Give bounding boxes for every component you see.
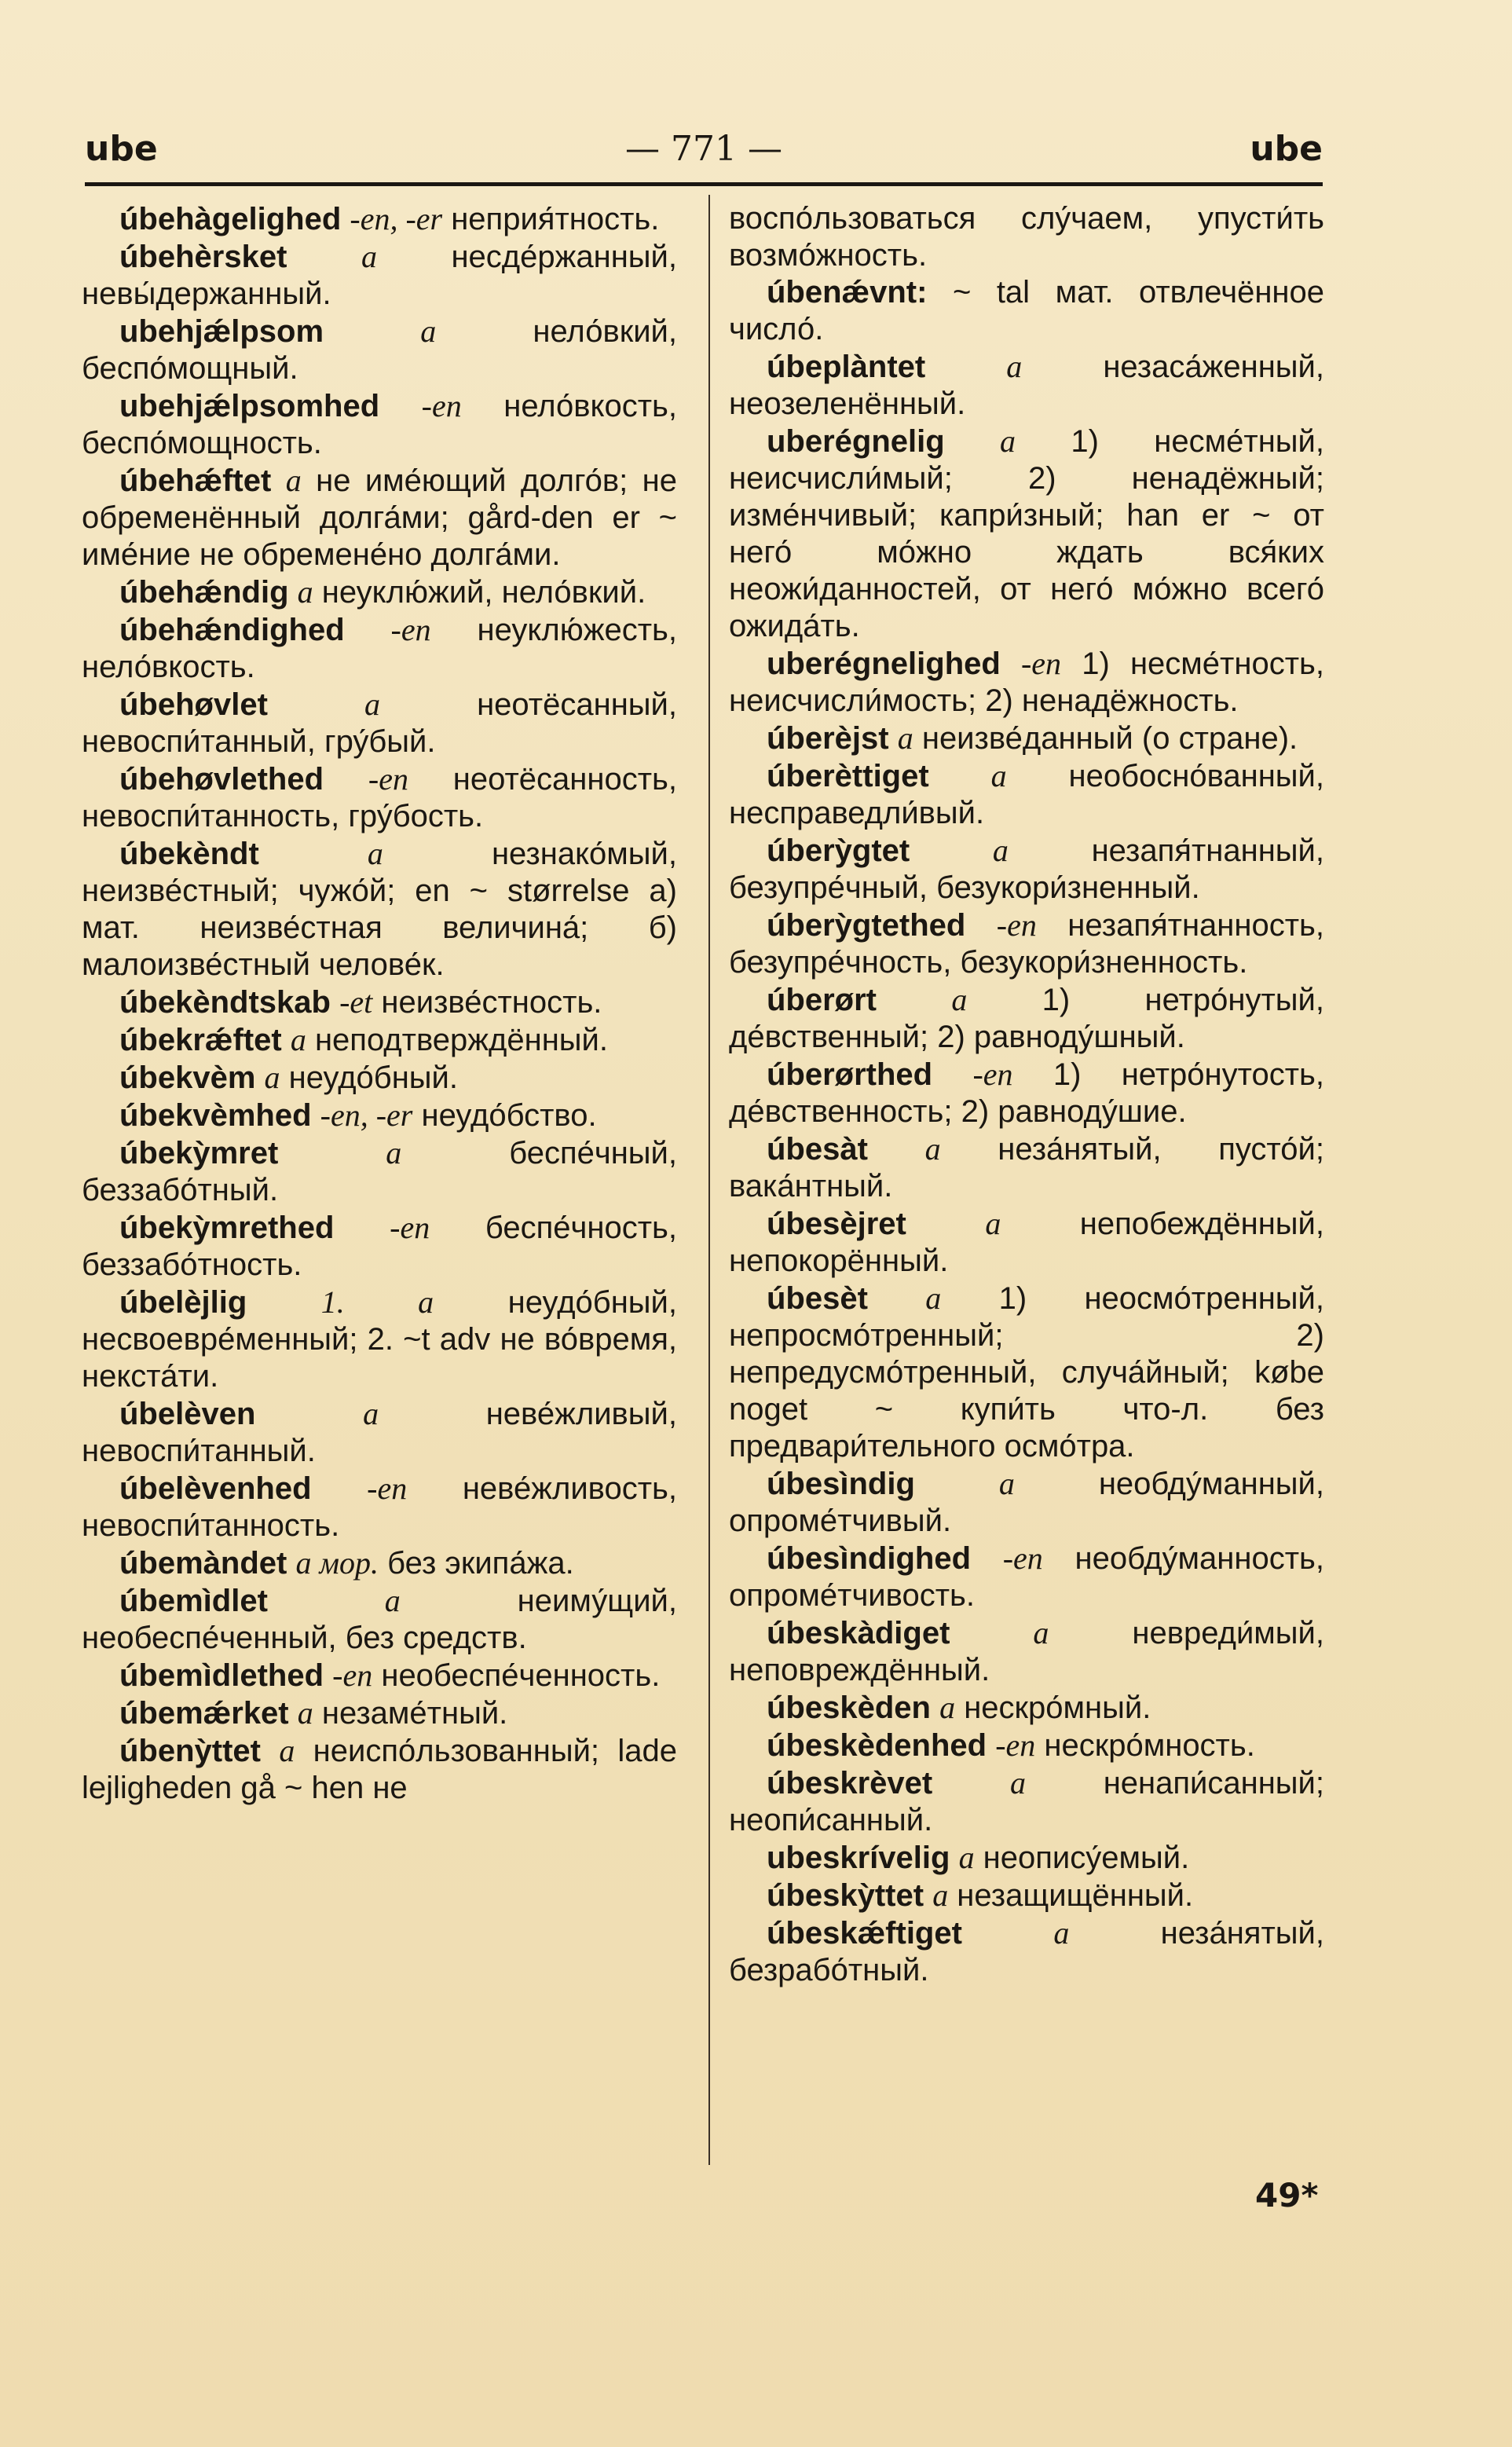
headword: uberégnelighed bbox=[767, 647, 1001, 681]
grammar-label: a bbox=[958, 1840, 975, 1875]
headword: úbekrǽftet bbox=[119, 1023, 282, 1057]
definition-text: неиму́щий, необеспе́ченный, без средств. bbox=[82, 1584, 677, 1655]
dictionary-entry bbox=[729, 274, 1324, 348]
dictionary-entry bbox=[729, 1914, 1324, 1989]
definition-text: неудо́бный. bbox=[280, 1060, 459, 1095]
definition-text: нескро́мность. bbox=[1035, 1728, 1255, 1763]
grammar-label: a bbox=[1006, 349, 1023, 384]
grammar-label: a bbox=[939, 1690, 956, 1725]
dictionary-entry bbox=[82, 984, 677, 1021]
dictionary-entry bbox=[729, 1205, 1324, 1280]
definition-text: беспе́чность, беззабо́тность. bbox=[82, 1211, 677, 1282]
definition-text: неиспо́льзованный; lade lejligheden gå ~ hen не bbox=[82, 1734, 677, 1805]
headword: úbesìndig bbox=[767, 1467, 915, 1501]
dictionary-entry bbox=[729, 1130, 1324, 1205]
headword: úbehǽndig bbox=[119, 575, 289, 610]
headword: úbemìdlethed bbox=[119, 1658, 324, 1693]
grammar-label: a bbox=[361, 239, 377, 274]
grammar-label: -en bbox=[972, 1057, 1013, 1092]
definition-text: незаса́женный, неозеленённый. bbox=[729, 350, 1324, 421]
grammar-label: a bbox=[924, 1131, 941, 1167]
grammar-label: a bbox=[1009, 1765, 1026, 1800]
dictionary-entry bbox=[729, 1465, 1324, 1540]
grammar-label: a bbox=[951, 982, 968, 1017]
definition-text: необеспе́ченность. bbox=[372, 1658, 661, 1693]
dictionary-entry bbox=[82, 573, 677, 611]
headword: úbekèndtskab bbox=[119, 985, 331, 1020]
grammar-label: -en bbox=[421, 388, 462, 423]
dictionary-entry bbox=[82, 1097, 677, 1134]
dictionary-entry bbox=[82, 1021, 677, 1059]
headword: úbesàt bbox=[767, 1132, 868, 1167]
headword: úbenỳttet bbox=[119, 1734, 261, 1768]
dictionary-entry bbox=[82, 1209, 677, 1284]
headword: úbelèven bbox=[119, 1397, 256, 1431]
right-column bbox=[729, 200, 1324, 1989]
dictionary-entry bbox=[82, 1470, 677, 1544]
dictionary-entry bbox=[729, 757, 1324, 832]
dictionary-entry bbox=[729, 1727, 1324, 1764]
dictionary-entry bbox=[729, 1280, 1324, 1465]
dictionary-entry bbox=[82, 1284, 677, 1395]
headword: úbelèjlig bbox=[119, 1285, 247, 1320]
definition-text: неотёсанный, невоспи́танный, гру́бый. bbox=[82, 687, 677, 759]
definition-text: необосно́ванный, несправедли́вый. bbox=[729, 759, 1324, 830]
headword: ubeskrívelig bbox=[767, 1841, 950, 1875]
grammar-label: a bbox=[1053, 1915, 1070, 1951]
dictionary-entry bbox=[729, 832, 1324, 907]
definition-text: неопису́емый. bbox=[974, 1841, 1190, 1875]
dictionary-entry bbox=[82, 835, 677, 984]
definition-text: нело́вкость, беспо́мощность. bbox=[82, 389, 677, 460]
headword: úbekvèmhed bbox=[119, 1098, 312, 1133]
grammar-label: 1. a bbox=[320, 1284, 434, 1320]
grammar-label: -en bbox=[1020, 646, 1062, 681]
headword: úbekvèm bbox=[119, 1060, 256, 1095]
definition-text: нело́вкий, беспо́мощный. bbox=[82, 314, 677, 386]
grammar-label: a bbox=[279, 1733, 295, 1768]
grammar-label: -en, -er bbox=[350, 201, 443, 236]
dictionary-entry bbox=[82, 200, 677, 238]
grammar-label: a bbox=[897, 720, 913, 756]
definition-text: 1) нетро́нутый, де́вственный; 2) равноду́шный. bbox=[729, 983, 1324, 1054]
definition-text: 1) несме́тный, неисчисли́мый; 2) ненадёжный; изме́нчивый; капри́зный; han er ~ от него́ мо́жно ждать вся́ких неожи́данностей, от него́ мо́жно всего́ ожида́ть. bbox=[729, 424, 1324, 643]
grammar-label: a bbox=[932, 1877, 949, 1913]
dictionary-entry bbox=[82, 1694, 677, 1732]
headword: úberèttiget bbox=[767, 759, 929, 793]
definition-text: невреди́мый, неповреждённый. bbox=[729, 1616, 1324, 1687]
definition-text: неотёсанность, невоспи́танность, гру́бость. bbox=[82, 762, 677, 833]
grammar-label: -en, -er bbox=[320, 1097, 413, 1133]
grammar-label: a bbox=[290, 1022, 306, 1057]
grammar-label: -en bbox=[995, 1727, 1036, 1763]
dictionary-entry bbox=[82, 1732, 677, 1807]
headword: úbekỳmrethed bbox=[119, 1211, 335, 1245]
grammar-label: a bbox=[363, 1396, 379, 1431]
dictionary-entry bbox=[729, 720, 1324, 757]
dictionary-entry bbox=[729, 645, 1324, 720]
definition-text: незапя́тнанный, безупре́чный, безукори́зненный. bbox=[729, 833, 1324, 905]
definition-text: 1) неосмо́тренный, непросмо́тренный; 2) непредусмо́тренный, случа́йный; købe noget ~ купи́ть что-л. без предвари́тельного осмо́тра. bbox=[729, 1281, 1324, 1463]
grammar-label: a bbox=[384, 1583, 401, 1618]
headword: úbeskǽftiget bbox=[767, 1916, 962, 1951]
dictionary-entry bbox=[82, 387, 677, 462]
grammar-label: -en bbox=[368, 761, 408, 797]
dictionary-entry bbox=[82, 462, 677, 573]
definition-text: неза́нятый, безрабо́тный. bbox=[729, 1916, 1324, 1987]
definition-text: неизве́данный (о стране). bbox=[913, 721, 1298, 756]
header-left-guideword: ube bbox=[85, 129, 158, 169]
running-header bbox=[85, 118, 1323, 178]
grammar-label: a bbox=[386, 1135, 402, 1170]
grammar-label: a bbox=[1033, 1615, 1049, 1650]
headword: ubehjǽlpsomhed bbox=[119, 389, 380, 423]
grammar-label: -en bbox=[996, 907, 1037, 943]
grammar-label: a bbox=[297, 574, 313, 610]
definition-text: необду́манный, опроме́тчивый. bbox=[729, 1467, 1324, 1538]
headword: ubehjǽlpsom bbox=[119, 314, 324, 349]
grammar-label: a bbox=[990, 758, 1007, 793]
grammar-label: a bbox=[998, 1466, 1015, 1501]
definition-text: непобеждённый, непокорённый. bbox=[729, 1207, 1324, 1278]
headword: úbesèt bbox=[767, 1281, 868, 1316]
dictionary-entry bbox=[729, 1877, 1324, 1914]
grammar-label: a bbox=[367, 836, 383, 871]
definition-text: беспе́чный, беззабо́тный. bbox=[82, 1136, 677, 1207]
headword: uberégnelig bbox=[767, 424, 945, 459]
grammar-label: a мор. bbox=[295, 1545, 379, 1581]
dictionary-entry bbox=[729, 1540, 1324, 1614]
dictionary-entry bbox=[729, 200, 1324, 274]
definition-text: нескро́мный. bbox=[955, 1691, 1151, 1725]
grammar-label: -en bbox=[1002, 1540, 1043, 1576]
grammar-label: -en bbox=[390, 612, 431, 647]
grammar-label: a bbox=[992, 833, 1009, 868]
dictionary-entry bbox=[82, 1059, 677, 1097]
headword: úbemàndet bbox=[119, 1546, 287, 1581]
headword: úbenǽvnt: bbox=[767, 275, 928, 310]
headword: úbeskrèvet bbox=[767, 1766, 933, 1800]
headword: úberèjst bbox=[767, 721, 889, 756]
page-number: — 771 — bbox=[625, 129, 782, 169]
definition-text: неподтверждённый. bbox=[306, 1023, 608, 1057]
headword: úbekỳmret bbox=[119, 1136, 279, 1170]
headword: úbeskèdenhed bbox=[767, 1728, 987, 1763]
definition-text: незнако́мый, неизве́стный; чужо́й; en ~ størrelse а) мат. неизве́стная величина́; б) малоизве́стный челове́к. bbox=[82, 837, 677, 982]
dictionary-entry bbox=[729, 1764, 1324, 1839]
definition-text: 1) несме́тность, неисчисли́мость; 2) ненадёжность. bbox=[729, 647, 1324, 718]
definition-text: незаме́тный. bbox=[313, 1696, 508, 1731]
headword: úbesìndighed bbox=[767, 1541, 971, 1576]
dictionary-entry bbox=[82, 686, 677, 760]
grammar-label: a bbox=[925, 1280, 942, 1316]
headword: úbehèrsket bbox=[119, 240, 287, 274]
dictionary-entry bbox=[729, 1614, 1324, 1689]
grammar-label: a bbox=[364, 687, 380, 722]
grammar-label: -et bbox=[339, 984, 373, 1020]
dictionary-entry bbox=[82, 238, 677, 313]
headword: úbeplàntet bbox=[767, 350, 926, 384]
dictionary-entry bbox=[729, 1689, 1324, 1727]
headword: úberỳgtethed bbox=[767, 908, 966, 943]
definition-text: воспо́льзоваться слу́чаем, упусти́ть возмо́жность. bbox=[729, 201, 1324, 273]
definition-text: ~ tal мат. отвлечённое число́. bbox=[729, 275, 1324, 346]
definition-text: неве́жливость, невоспи́танность. bbox=[82, 1471, 677, 1543]
definition-text: без экипа́жа. bbox=[379, 1546, 574, 1581]
definition-text: неуклю́жий, нело́вкий. bbox=[313, 575, 646, 610]
definition-text: незащищённый. bbox=[948, 1878, 1194, 1913]
definition-text: неудо́бство. bbox=[412, 1098, 597, 1133]
grammar-label: a bbox=[297, 1695, 313, 1731]
headword: úberørthed bbox=[767, 1057, 933, 1092]
headword: úbemìdlet bbox=[119, 1584, 268, 1618]
headword: úbehøvlet bbox=[119, 687, 268, 722]
headword: úbehǽftet bbox=[119, 463, 272, 498]
dictionary-entry bbox=[82, 1134, 677, 1209]
header-rule bbox=[85, 182, 1323, 186]
grammar-label: a bbox=[1000, 423, 1016, 459]
definition-text: неуклю́жесть, нело́вкость. bbox=[82, 613, 677, 684]
grammar-label: a bbox=[420, 313, 437, 349]
definition-text: неудо́бный, несвоевре́менный; 2. ~t adv не во́время, некста́ти. bbox=[82, 1285, 677, 1394]
dictionary-entry bbox=[729, 423, 1324, 645]
dictionary-entry bbox=[82, 313, 677, 387]
dictionary-entry bbox=[82, 760, 677, 835]
definition-text: необду́манность, опроме́тчивость. bbox=[729, 1541, 1324, 1613]
header-right-guideword: ube bbox=[1250, 129, 1323, 169]
dictionary-entry bbox=[729, 1056, 1324, 1130]
grammar-label: -en bbox=[390, 1210, 430, 1245]
definition-text: незапя́тнанность, безупре́чность, безукори́зненность. bbox=[729, 908, 1324, 980]
grammar-label: a bbox=[985, 1206, 1001, 1241]
definition-text: неизве́стность. bbox=[372, 985, 602, 1020]
headword: úbesèjret bbox=[767, 1207, 906, 1241]
headword: úbemǽrket bbox=[119, 1696, 289, 1731]
definition-text: неза́нятый, пусто́й; вака́нтный. bbox=[729, 1132, 1324, 1203]
headword: úbeskàdiget bbox=[767, 1616, 950, 1650]
dictionary-entry bbox=[82, 1544, 677, 1582]
headword: úbehøvlethed bbox=[119, 762, 324, 797]
dictionary-entry bbox=[82, 1657, 677, 1694]
headword: úbeskèden bbox=[767, 1691, 931, 1725]
signature-mark: 49* bbox=[1255, 2176, 1319, 2214]
dictionary-entry bbox=[729, 981, 1324, 1056]
dictionary-entry bbox=[82, 1395, 677, 1470]
dictionary-entry bbox=[82, 1582, 677, 1657]
headword: úberørt bbox=[767, 983, 877, 1017]
headword: úbehǽndighed bbox=[119, 613, 345, 647]
definition-text: ненапи́санный; неопи́санный. bbox=[729, 1766, 1324, 1837]
grammar-label: a bbox=[285, 463, 302, 498]
grammar-label: -en bbox=[332, 1658, 373, 1693]
headword: úberỳgtet bbox=[767, 833, 910, 868]
definition-text: несде́ржанный, невы́держанный. bbox=[82, 240, 677, 311]
dictionary-entry bbox=[729, 348, 1324, 423]
definition-text: неприя́тность. bbox=[442, 202, 660, 236]
headword: úbekèndt bbox=[119, 837, 259, 871]
headword: úbehàgelighed bbox=[119, 202, 342, 236]
headword: úbelèvenhed bbox=[119, 1471, 312, 1506]
headword: úbeskỳttet bbox=[767, 1878, 924, 1913]
column-divider bbox=[708, 195, 710, 2165]
definition-text: не име́ющий долго́в; не обременённый долга́ми; gård-den er ~ име́ние не обремене́но долга́ми. bbox=[82, 463, 677, 572]
grammar-label: -en bbox=[367, 1471, 408, 1506]
definition-text: 1) нетро́нутость, де́вственность; 2) равноду́шие. bbox=[729, 1057, 1324, 1129]
left-column bbox=[82, 200, 677, 1807]
definition-text: неве́жливый, невоспи́танный. bbox=[82, 1397, 677, 1468]
grammar-label: a bbox=[264, 1060, 280, 1095]
dictionary-entry bbox=[729, 907, 1324, 981]
dictionary-entry bbox=[729, 1839, 1324, 1877]
dictionary-entry bbox=[82, 611, 677, 686]
